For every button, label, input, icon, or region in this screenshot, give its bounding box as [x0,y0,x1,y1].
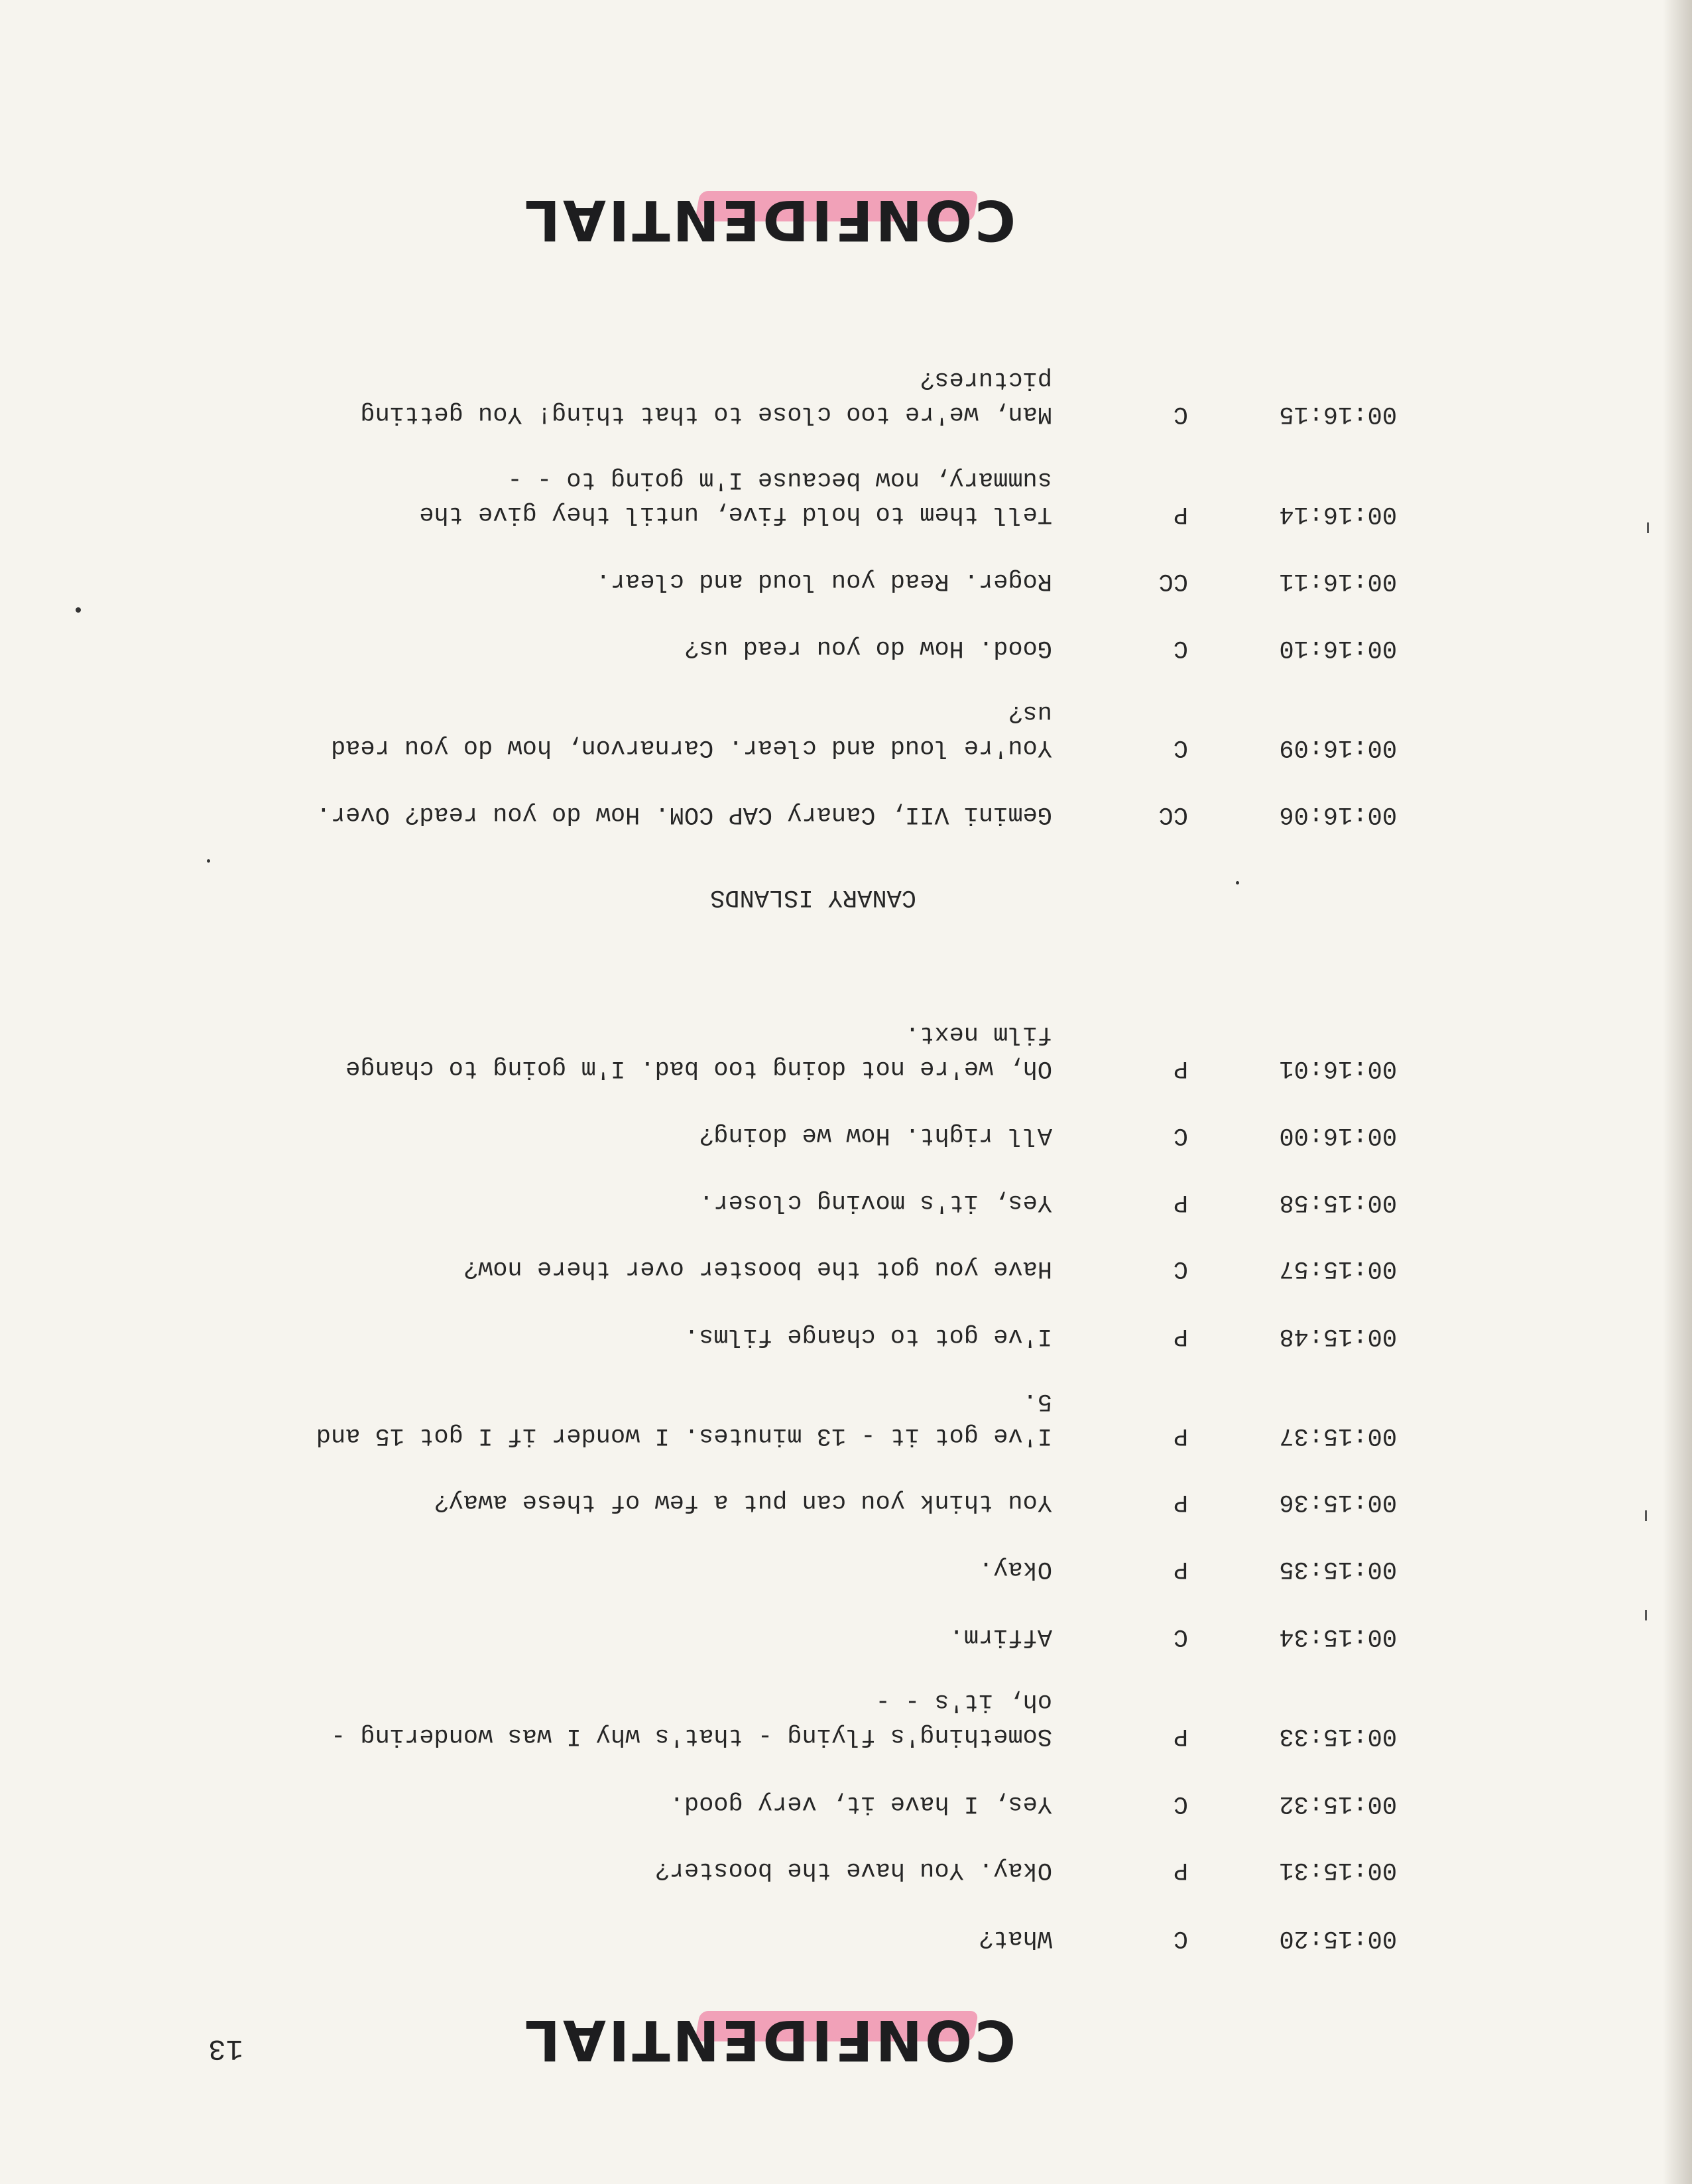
speaker: P [1173,1422,1188,1449]
utterance: Man, we're too close to that thing! You getting pictures? [360,365,1052,428]
timestamp: 00:16:09 [1279,733,1397,761]
margin-tick [1645,1610,1647,1620]
confidential-text: CONFIDENTIAL [522,2008,1016,2073]
utterance: Roger. Read you loud and clear. [595,567,1052,595]
paper-speck [207,859,210,863]
utterance: Have you got the booster over there now? [463,1254,1052,1282]
utterance: Yes, it's moving closer. [699,1188,1052,1216]
timestamp: 00:15:58 [1279,1188,1397,1216]
timestamp: 00:15:57 [1279,1254,1397,1282]
timestamp: 00:15:33 [1279,1722,1397,1750]
utterance: I've got it - 13 minutes. I wonder if I got 15 and 5. [316,1387,1052,1449]
utterance: Affirm. [949,1622,1052,1650]
timestamp: 00:16:06 [1279,800,1397,828]
speaker: P [1173,500,1188,528]
timestamp: 00:15:37 [1279,1422,1397,1449]
speaker: C [1173,1924,1188,1952]
timestamp: 00:16:01 [1279,1054,1397,1082]
speaker: P [1173,1856,1188,1884]
speaker: C [1173,400,1188,428]
utterance: What? [978,1924,1052,1952]
speaker: P [1173,1322,1188,1350]
utterance: Tell them to hold five, until they give the summary, now because I'm going to - - [419,465,1052,528]
utterance: I've got to change films. [684,1322,1052,1350]
speaker: P [1173,1555,1188,1583]
speaker: P [1173,1188,1188,1216]
speaker: CC [1158,567,1188,595]
speaker: C [1173,1121,1188,1149]
speaker: P [1173,1054,1188,1082]
utterance: Okay. You have the booster? [654,1856,1052,1884]
utterance: Yes, I have it, very good. [669,1790,1052,1817]
speaker: C [1173,733,1188,761]
margin-tick [1645,1510,1647,1521]
utterance: Oh, we're not doing too bad. I'm going to change film next. [345,1020,1052,1082]
timestamp: 00:16:00 [1279,1121,1397,1149]
confidential-text: CONFIDENTIAL [522,188,1016,253]
timestamp: 00:16:15 [1279,400,1397,428]
utterance: Gemini VII, Canary CAP COM. How do you read? Over. [316,800,1052,828]
timestamp: 00:15:48 [1279,1322,1397,1350]
timestamp: 00:15:32 [1279,1790,1397,1817]
timestamp: 00:15:34 [1279,1622,1397,1650]
confidential-stamp-top [522,2008,1016,2073]
margin-tick [1647,522,1649,533]
timestamp: 00:15:35 [1279,1555,1397,1583]
timestamp: 00:15:20 [1279,1924,1397,1952]
speaker: P [1173,1488,1188,1516]
utterance: You think you can put a few of these away? [434,1488,1052,1516]
utterance: You're loud and clear. Carnarvon, how do you read us? [331,699,1052,761]
speaker: C [1173,1622,1188,1650]
utterance: Good. How do you read us? [684,634,1052,662]
page-number: 13 [208,2032,243,2065]
utterance: Something's flying - that's why I was wondering - oh, it's - - [331,1687,1052,1750]
speaker: C [1173,1254,1188,1282]
timestamp: 00:15:31 [1279,1856,1397,1884]
speaker: P [1173,1722,1188,1750]
utterance: All right. How we doing? [699,1121,1052,1149]
timestamp: 00:15:36 [1279,1488,1397,1516]
paper-speck [1236,881,1239,884]
speaker: C [1173,634,1188,662]
utterance: Okay. [978,1555,1052,1583]
confidential-stamp-bottom [522,188,1016,253]
timestamp: 00:16:11 [1279,567,1397,595]
speaker: CC [1158,800,1188,828]
timestamp: 00:16:14 [1279,500,1397,528]
section-heading: CANARY ISLANDS [710,883,916,911]
speaker: C [1173,1790,1188,1817]
timestamp: 00:16:10 [1279,634,1397,662]
paper-speck [76,607,81,613]
